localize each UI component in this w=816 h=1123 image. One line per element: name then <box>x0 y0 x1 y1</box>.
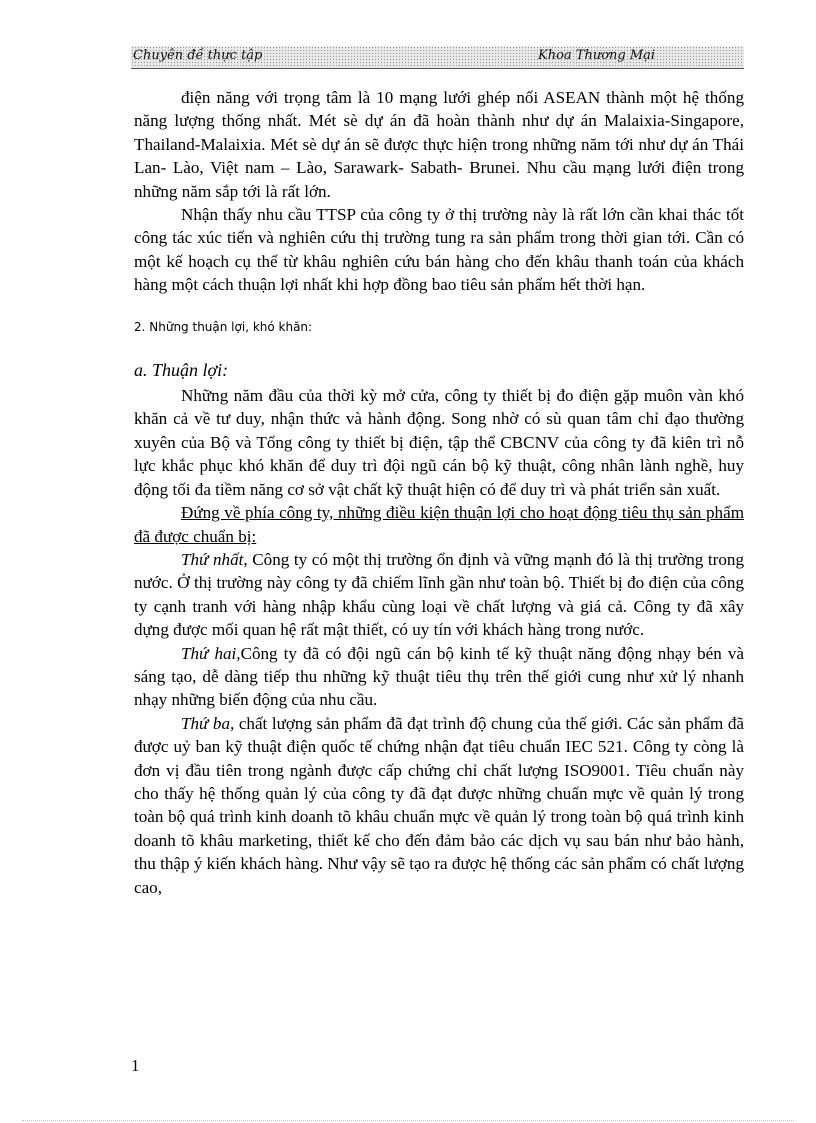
point-text: chất lượng sản phẩm đã đạt trình độ chung của thế giới. Các sản phẩm đã được uỷ ban kỹ thuật điện quốc tế chứng nhận đạt tiêu chuẩn IEC 521. Công ty còng là đơn vị đầu tiên trong ngành được cấp chứng chỉ chất lượng ISO9001. Tiêu chuẩn này cho thấy hệ thống quản lý của công ty đã đạt được những chuẩn mực về quản lý trong toàn bộ quá trình kinh doanh tõ khâu chuẩn mực về quản lý trong toàn bộ quá trình kinh doanh tõ khâu marketing, thiết kế cho đến đảm bảo các dịch vụ sau bán như bảo hành, thu thập ý kiến khách hàng. Như vậy sẽ tạo ra được hệ thống các sản phẩm có chất lượng cao, <box>134 713 744 897</box>
paragraph-favorable-conditions: Đứng về phía công ty, những điều kiện thuận lợi cho hoạt động tiêu thụ sản phẩm đã được chuẩn bị: <box>134 503 744 546</box>
point-label: Thứ hai, <box>181 643 241 663</box>
document-body <box>134 86 744 899</box>
footer-divider <box>22 1120 794 1121</box>
page-number: 1 <box>131 1056 140 1075</box>
section-heading: 2. Những thuận lợi, khó khăn: <box>134 319 313 334</box>
paragraph-first-point <box>134 548 744 642</box>
point-text: Công ty đã có đội ngũ cán bộ kinh tế kỹ thuật năng động nhạy bén và sáng tạo, dễ dàng tiếp thu những kỹ thuật tiêu thụ trên thế giới cung như xử lý nhanh nhạy những biến động của nhu cầu. <box>134 643 744 710</box>
point-label: Thứ ba, <box>181 713 235 733</box>
paragraph-second-point <box>134 642 744 712</box>
paragraph-asean-grid: điện năng với trọng tâm là 10 mạng lưới ghép nối ASEAN thành một hệ thống năng lượng thống nhất. Mét sè dự án đã hoàn thành như dự án Malaixia-Singapore, Thailand-Malaixia. Mét sè dự án sẽ được thực hiện trong những năm tới như dự án Thái Lan- Lào, Việt nam – Lào, Sarawark- Sabath- Brunei. Nhu cầu mạng lưới điện trong những năm sắp tới là rất lớn. <box>134 88 744 201</box>
header-faculty: Khoa Thương Mại <box>538 48 656 63</box>
paragraph-early-years: Những năm đầu của thời kỳ mở cửa, công ty thiết bị đo điện gặp muôn vàn khó khăn cả về tư duy, nhận thức và hành động. Song nhờ có sù quan tâm chỉ đạo thường xuyên của Bộ và Tổng công ty thiết bị điện, tập thể CBCNV của công ty đã kiên trì nỗ lực khắc phục khó khăn để duy trì đội ngũ cán bộ kỹ thuật, công nhân lành nghề, huy động tối đa tiềm năng cơ sở vật chất kỹ thuật hiện có để duy trì và phát triển sản xuất. <box>134 386 744 499</box>
subsection-heading: a. Thuận lợi: <box>134 359 229 380</box>
point-label: Thứ nhất <box>181 549 244 569</box>
header-course-title: Chuyên đề thực tập <box>133 48 263 63</box>
page-header <box>131 46 744 69</box>
paragraph-market-demand: Nhận thấy nhu cầu TTSP của công ty ở thị trường này là rất lớn cần khai thác tốt công tác xúc tiến và nghiên cứu thị trường tung ra sản phẩm trong thời gian tới. Cần có một kế hoạch cụ thể từ khâu nghiên cứu bán hàng cho đến khâu thanh toán của khách hàng một cách thuận lợi nhất khi hợp đồng bao tiêu sản phẩm hết thời hạn. <box>134 205 744 295</box>
point-text: , Công ty có một thị trường ổn định và vững mạnh đó là thị trường trong nước. Ở thị trường này công ty đã chiếm lĩnh gần như toàn bộ. Thiết bị đo điện của công ty cạnh tranh với hàng nhập khẩu cùng loại về chất lượng và giá cả. Công ty đã xây dựng được mối quan hệ rất mật thiết, có uy tín với khách hàng trong nước. <box>134 549 745 640</box>
paragraph-third-point <box>134 712 744 899</box>
